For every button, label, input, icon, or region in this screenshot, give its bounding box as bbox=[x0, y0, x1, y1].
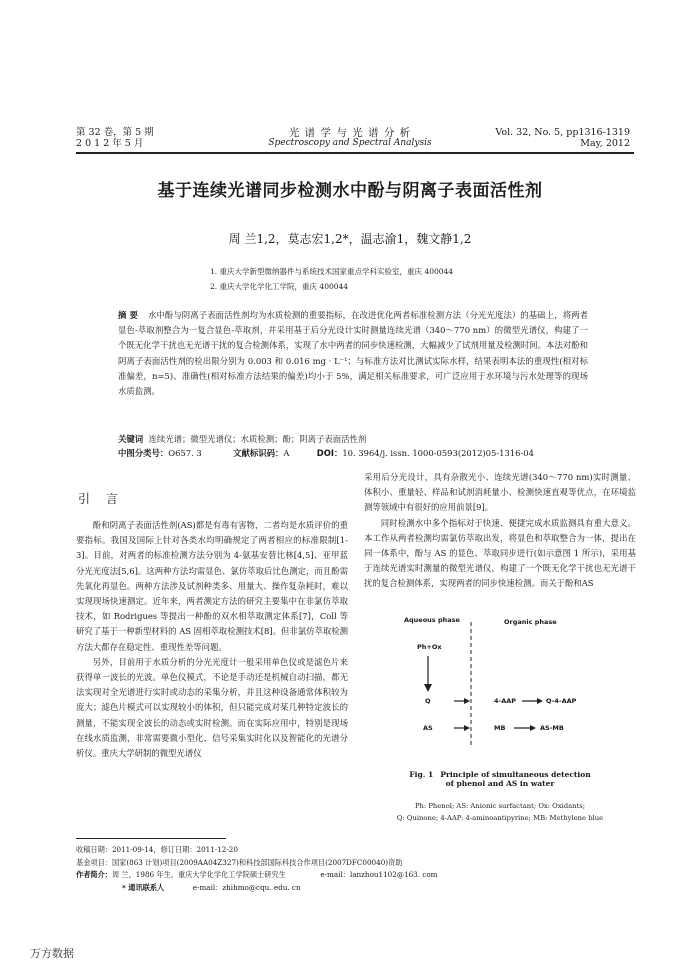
author-bio-label: 作者简介： bbox=[76, 870, 112, 879]
author-bio bbox=[76, 869, 636, 882]
keywords-label: 关键词 bbox=[118, 434, 144, 444]
author-email: lanzhou1102@163. com bbox=[349, 870, 438, 879]
paper-title: 基于连续光谱同步检测水中酚与阴离子表面活性剂 bbox=[157, 181, 543, 201]
author-list: 周 兰1,2，莫志宏1,2*，温志渝1，魏文静1,2 bbox=[228, 232, 472, 246]
figure-caption-line-2: of phenol and AS in water bbox=[445, 779, 555, 788]
volume-line-2: 2 0 1 2 年 5 月 bbox=[76, 138, 144, 149]
aqueous-phase-label: Aqueous phase bbox=[404, 616, 460, 624]
header-rule bbox=[76, 152, 634, 154]
figure-caption-line-1: Principle of simultaneous detection bbox=[440, 770, 591, 779]
classification bbox=[118, 446, 638, 460]
author-email-label: e-mail： bbox=[320, 870, 350, 879]
page-range: Vol. 32, No. 5, pp1316-1319 bbox=[495, 127, 630, 138]
author-bio-text: 周 兰，1986 年生，重庆大学化学化工学院硕士研究生 bbox=[111, 870, 286, 879]
watermark: 万方数据 bbox=[30, 947, 74, 960]
abstract-text: 水中酚与阴离子表面活性剂均为水质检测的重要指标，在改进优化两者标准检测方法（分光光度法）的基础上，将两者显色-萃取剂整合为一复合显色-萃取剂，并采用基于后分光设计实时测量连续光谱（340～770 nm）的微型光谱仪，构建了一个既无化学干扰也无光谱干扰的复合检测体系，实现了水中两者的同步快速检测，大幅减少了试剂用量及检测时间。本法对酚和阴离子表面活性剂的检出限分别为 0.003 和 0.016 mg · L⁻¹；与标准方法对比测试实际水样，结果表明本法的重现性(相对标准偏差，n=5)、准确性(相对标准方法结果的偏差)均小于 5%，满足相关标准要求，可广泛应用于水环境与污水处理等的现场水质监测。 bbox=[118, 310, 588, 397]
doi-value: 10. 3964/j. issn. 1000-0593(2012)05-1316-04 bbox=[342, 448, 534, 458]
quinone-label: Q bbox=[425, 697, 431, 705]
corresponding-label: * 通讯联系人 bbox=[122, 882, 165, 892]
q-aap-arrowhead bbox=[537, 698, 543, 704]
abstract bbox=[118, 308, 588, 399]
left-paragraph-1: 酚和阴离子表面活性剂(AS)都是有毒有害物，二者均是水质评价的重要指标。我国及国际上针对各类水均明确规定了两者相应的标准限制[1-3]。目前，对两者的标准检测方法分别为 4-氨基安替比林[4,5]、亚甲蓝分光光度法[5,6]。这两种方法均需显色、氯仿萃取后比色测定，而且酚需先氧化再显色。两种方法涉及试剂种类多、用量大、操作复杂耗时，难以实现现场快速测定。近年来，两者测定方法的研究主要集中在非氯仿萃取技术，如 Rodrigues 等提出一种酚的双水相萃取测定体系[7]，Coll 等研究了基于一种新型材料的 AS 固相萃取检测技术[8]。但非氯仿萃取检测方法大都存在稳定性、重现性差等问题。 bbox=[76, 520, 348, 652]
reaction-arrowhead bbox=[424, 684, 432, 692]
as-mb-label: AS-MB bbox=[540, 724, 564, 732]
doc-code-value: A bbox=[283, 448, 290, 458]
as-label: AS bbox=[423, 724, 433, 732]
left-column bbox=[76, 518, 348, 761]
organic-phase-label: Organic phase bbox=[504, 618, 557, 626]
figure-1 bbox=[364, 612, 636, 752]
journal-title-cn: 光 谱 学 与 光 谱 分 析 bbox=[288, 127, 412, 139]
right-paragraph-2: 同时检测水中多个指标对于快速、便捷完成水质监测具有重大意义。本工作从两者检测均需氯仿萃取出发，将显色和萃取整合为一体，提出在同一体系中，酚与 AS 的显色、萃取同步进行(如示意图 1 所示)，采用基于连续光谱实时测量的微型光谱仪，构建了一个既无化学干扰也无光谱干扰的复合检测体系，实现两者的同步快速检测。而关于酚和AS bbox=[364, 517, 636, 589]
section-heading: 引 言 bbox=[78, 492, 124, 506]
mb-label: MB bbox=[494, 724, 506, 732]
affiliation-2: 2. 重庆大学化学化工学院，重庆 400044 bbox=[210, 282, 349, 291]
figure-caption-label: Fig. 1 bbox=[409, 770, 434, 779]
doi-label: DOI： bbox=[316, 448, 343, 458]
figure-legend-line-1: Ph: Phenol; AS: Anionic surfactant; Ox: Oxidants; bbox=[414, 802, 586, 810]
clc-value: O657. 3 bbox=[168, 448, 202, 458]
issue-date: May, 2012 bbox=[580, 138, 630, 149]
doc-code-label: 文献标识码： bbox=[233, 448, 284, 458]
figure-caption bbox=[364, 770, 636, 788]
figure-legend-line-2: Q: Quinone; 4-AAP: 4-aminoantipyrine; MB: Methylene blue bbox=[396, 814, 604, 822]
phenol-oxidant-label: Ph+Ox bbox=[417, 643, 442, 651]
right-column bbox=[364, 470, 636, 592]
left-paragraph-2: 另外，目前用于水质分析的分光光度计一般采用单色仪或是滤色片来获得单一波长的光波。单色仪模式，不论是手动还是机械自动扫描，都无法实现对全光谱进行实时或动态的采集分析，并且这种设备通常体积较为庞大；滤色片模式可以实现较小的体积，但只能完成对某几种特定波长的测量，不能实现全波长的动态或实时检测。而在实际应用中，特别是现场在线水质监测，非常需要微小型化、信号采集实时化以及智能化的光谱分析仪。重庆大学研制的微型光谱仪 bbox=[76, 656, 348, 759]
volume-line-1: 第 32 卷，第 5 期 bbox=[76, 127, 154, 138]
journal-title-en: Spectroscopy and Spectral Analysis bbox=[268, 138, 432, 148]
affiliation-1: 1. 重庆大学新型微纳器件与系统技术国家重点学科实验室，重庆 400044 bbox=[210, 267, 454, 276]
corresponding-email: e-mail：zhihmo@cqu. edu. cn bbox=[192, 882, 301, 892]
figure-legend bbox=[364, 800, 636, 824]
aap-label: 4-AAP bbox=[494, 697, 517, 705]
keywords bbox=[118, 432, 618, 446]
fund-info: 基金项目：国家(863 计划)项目(2009AA04Z327)和科技部国际科技合作项目(2007DFC00040)资助 bbox=[76, 857, 403, 867]
as-mb-arrowhead bbox=[530, 725, 536, 731]
right-paragraph-1: 采用后分光设计，具有杂散光小、连续光谱(340～770 nm)实时测量、体积小、重量轻、样品和试剂消耗量小、检测快速直观等优点，在环境监测等领域中有很好的应用前景[9]。 bbox=[364, 472, 636, 513]
as-transfer-arrowhead bbox=[464, 725, 470, 731]
q-aap-label: Q-4-AAP bbox=[546, 697, 577, 705]
clc-label: 中图分类号： bbox=[118, 448, 169, 458]
abstract-label: 摘 要 bbox=[118, 310, 138, 320]
q-transfer-arrowhead bbox=[464, 698, 470, 704]
corresponding-author bbox=[76, 882, 636, 895]
footnotes bbox=[76, 844, 636, 894]
footnote-rule bbox=[76, 838, 226, 839]
keywords-text: 连续光谱；微型光谱仪；水质检测；酚；阴离子表面活性剂 bbox=[148, 434, 367, 444]
received-date: 收稿日期：2011-09-14，修订日期：2011-12-20 bbox=[76, 845, 238, 854]
